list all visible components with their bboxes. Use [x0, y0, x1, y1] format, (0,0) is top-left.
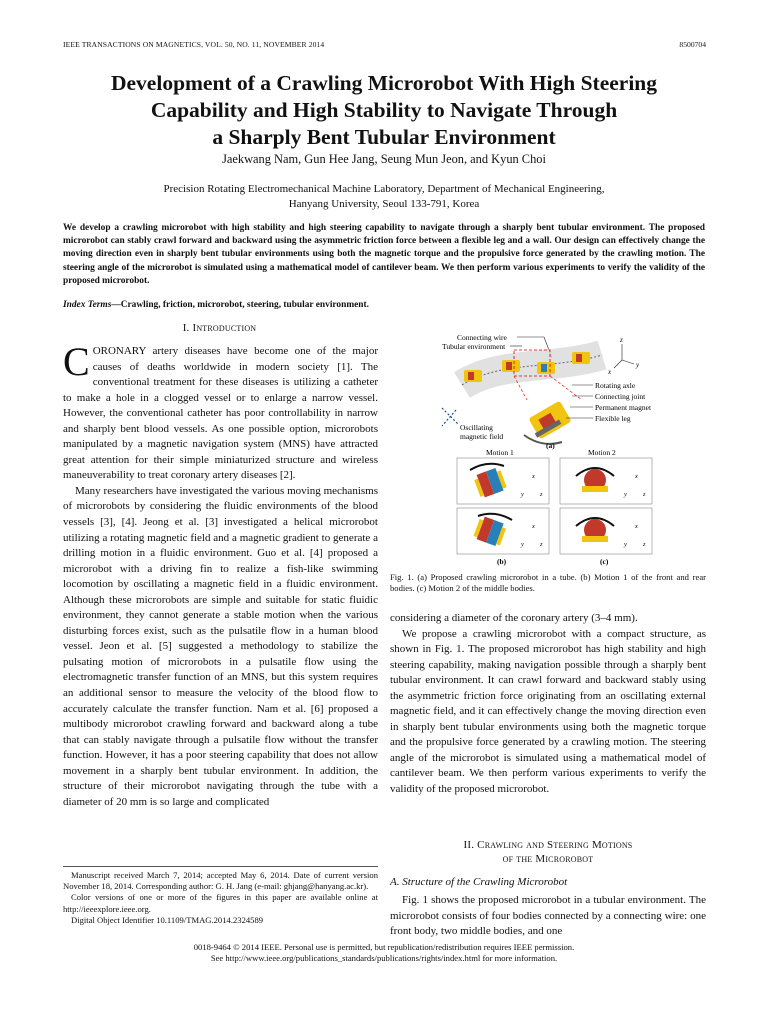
robot-body-front — [572, 352, 590, 364]
svg-text:y: y — [624, 491, 627, 498]
svg-text:z: z — [540, 491, 543, 498]
structure-paragraph-container — [390, 893, 706, 940]
robot-body-middle-2 — [537, 362, 555, 374]
zoom-detail — [524, 401, 572, 444]
figure-panel-c — [560, 458, 652, 566]
index-terms-label: Index Terms — [63, 300, 112, 310]
article-number: 8500704 — [679, 40, 706, 49]
footnotes — [63, 866, 378, 926]
label-motion-1: Motion 1 — [486, 448, 514, 457]
running-header: IEEE TRANSACTIONS ON MAGNETICS, VOL. 50, NO. 11, NOVEMBER 2014 — [63, 40, 325, 49]
right-column-text — [390, 611, 706, 798]
svg-text:y: y — [624, 541, 627, 548]
robot-body-rear — [464, 370, 482, 382]
figure-panel-a — [442, 333, 652, 450]
svg-text:x: x — [635, 473, 638, 480]
continued-paragraph: considering a diameter of the coronary artery (3–4 mm). — [390, 612, 638, 624]
figure-1-caption: Fig. 1. (a) Proposed crawling microrobot in a tube. (b) Motion 1 of the front and rear bodies. (c) Motion 2 of the middle bodies. — [390, 572, 706, 593]
index-terms-text: Crawling, friction, microrobot, steering, tubular environment. — [120, 300, 369, 310]
subsection-heading-structure: A. Structure of the Crawling Microrobot — [390, 876, 568, 888]
intro-column — [63, 339, 378, 810]
paper-title: Development of a Crawling Microrobot With High Steering Capability and High Stability to Navigate Through a Sharply Bent Tubular Environment — [110, 71, 658, 149]
footnote-color: Color versions of one or more of the figures in this paper are available online at http://ieeexplore.ieee.org. — [63, 892, 378, 914]
footnote-manuscript: Manuscript received March 7, 2014; accepted May 6, 2014. Date of current version November 18, 2014. Corresponding author: G. H. Jang (e-mail: ghjang@hanyang.ac.kr). — [63, 870, 378, 892]
svg-text:y: y — [521, 541, 524, 548]
label-flexible-leg: Flexible leg — [595, 414, 631, 423]
label-magnetic-field: magnetic field — [460, 432, 504, 441]
label-permanent-magnet: Permanent magnet — [595, 403, 652, 412]
intro-paragraph-1: CORONARY artery diseases have become one of the major causes of deaths worldwide in modern society [1]. The conventional treatment for these diseases is utilizing a catheter to make a hole in a clogged vessel or to enlarge a narrow vessel. However, the conventional catheter has poor controllability in narrow and sharply bent blood vessels. As one possible option, microrobots manipulated by a magnetic navigation system (MNS) have attracted great attention for their simple miniaturized structure and wireless maneuverability to treat coronary artery diseases [2]. — [63, 339, 378, 482]
svg-text:x: x — [635, 523, 638, 530]
axis-z: z — [620, 336, 623, 344]
label-connecting-joint: Connecting joint — [595, 392, 646, 401]
svg-text:z: z — [643, 491, 646, 498]
axis-x: x — [608, 368, 612, 376]
label-panel-b: (b) — [497, 557, 507, 566]
svg-text:x: x — [532, 523, 535, 530]
proposal-paragraph: We propose a crawling microrobot with a compact structure, as shown in Fig. 1. The proposed microrobot has high stability and high steering capability, making navigation possible through a sharply bent tubular environment. It can crawl forward and backward stably using the asymmetric friction force originating from an oscillating external magnetic field, and it can effectively change the moving direction even in sharply bent tubular environments using both the magnetic torque and the propulsive force generated by a crawling motion. The steering angle of the microrobot is simulated using a mathematical model of cantilever beam. We then perform various experiments to verify the validity of the proposed microrobot. — [390, 627, 706, 796]
label-panel-c: (c) — [600, 557, 609, 566]
label-oscillating: Oscillating — [460, 423, 493, 432]
figure-panel-b — [457, 458, 549, 566]
svg-text:z: z — [643, 541, 646, 548]
svg-text:x: x — [532, 473, 535, 480]
section-heading-introduction: I. Introduction — [182, 322, 257, 334]
footnote-doi: Digital Object Identifier 10.1109/TMAG.2014.2324589 — [71, 914, 264, 925]
intro-paragraph-2: Many researchers have investigated the various moving mechanisms of microrobots by considering the fluidic environments of the blood vessels [3], [4]. Jeong et al. [3] investigated a helical microrobot utilizing a rotating magnetic field and a magnetic gradient to generate a drilling motion in a fluidic environment. Guo et al. [4] proposed a microrobot with a driving fin to realize a fish-like swimming locomotion by oscillating a magnetic field in a fluidic environment. Although these microrobots are simple and suitable for static fluidic environment, they cannot generate a stable motion when the various disturbing forces exist, such as the pulsatile flow in a human blood vessel. Jeon et al. [5] suggested a methodology to stabilize the pulsating motion of microrobots in a pulsatile flow using the electromagnetic transfer function of an MNS, but this system requires an additional sensor to measure the velocity of the blood flow to accurately calculate the transfer function. Nam et al. [6] proposed a multibody microrobot crawling forward and backward along a tube that can stably navigate through a pulsatile flow without the transfer function. However, it has a poor steering capability that does not allow movement in a sharply bent tubular environment. In addition, the structure of their microrobot navigating through the tube with a diameter of 20 mm is so large and complicated — [63, 484, 378, 808]
index-terms: Index Terms—Crawling, friction, microrobot, steering, tubular environment. — [63, 300, 369, 310]
drop-cap: C — [63, 339, 90, 384]
svg-text:y: y — [521, 491, 524, 498]
label-panel-a: (a) — [546, 441, 555, 450]
label-tubular-environment: Tubular environment — [442, 342, 506, 351]
author-list: Jaekwang Nam, Gun Hee Jang, Seung Mun Jeon, and Kyun Choi — [222, 152, 546, 166]
axis-y: y — [636, 361, 640, 369]
section-heading-crawling-steering: II. Crawling and Steering Motions of the Microrobot — [463, 839, 633, 865]
label-motion-2: Motion 2 — [588, 448, 616, 457]
copyright-notice: 0018-9464 © 2014 IEEE. Personal use is permitted, but republication/redistribution requires IEEE permission. See http://www.ieee.org/publications_standards/publications/rights/index.html for more information. — [193, 942, 575, 964]
figure-1 — [432, 330, 702, 570]
structure-paragraph: Fig. 1 shows the proposed microrobot in a tubular environment. The microrobot consists of four bodies connected by a connecting wire: one front body, two middle bodies, and one — [390, 894, 706, 938]
affiliation: Precision Rotating Electromechanical Machine Laboratory, Department of Mechanical Engineering, Hanyang University, Seoul 133-791, Korea — [163, 183, 605, 210]
label-rotating-axle: Rotating axle — [595, 381, 636, 390]
svg-text:z: z — [540, 541, 543, 548]
label-connecting-wire: Connecting wire — [457, 333, 507, 342]
abstract: We develop a crawling microrobot with high stability and high steering capability to navigate through a sharply bent tubular environment. The proposed microrobot can stably crawl forward and backward using the asymmetric friction force between a flexible leg and a wall. Our design can effectively change the moving direction even in sharply bent tubular environments using both the magnetic torque and the propulsive force generated by the crawling motion. The steering angle of the microrobot is simulated using a mathematical model of cantilever beam. We then perform various experiments to verify the validity of the proposed microrobot. — [63, 223, 705, 286]
axes-icon — [607, 336, 640, 376]
robot-body-middle-1 — [502, 360, 520, 372]
